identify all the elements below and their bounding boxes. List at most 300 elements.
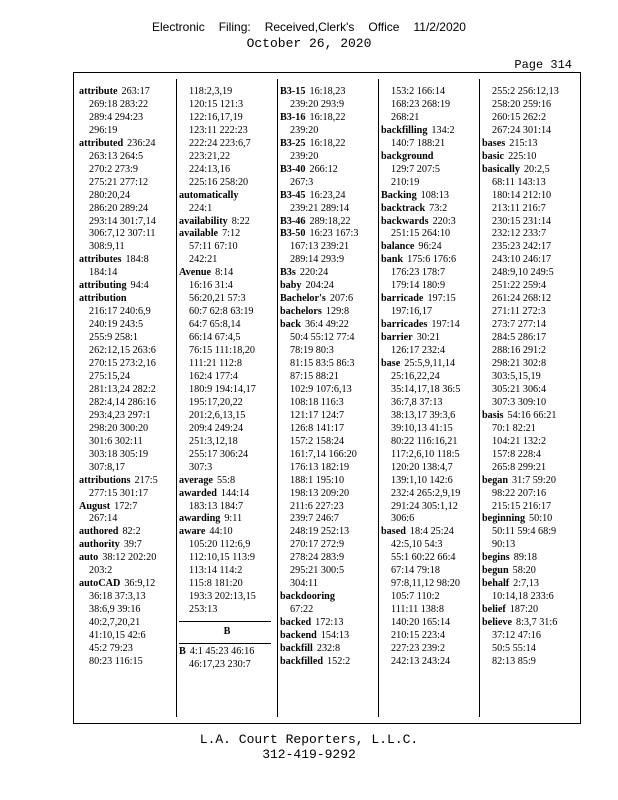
index-continuation: 105:20 112:6,9 bbox=[189, 539, 251, 551]
index-term: balance bbox=[381, 241, 415, 253]
section-rule bbox=[179, 643, 271, 644]
index-continuation: 235:23 242:17 bbox=[492, 241, 552, 253]
index-continuation: 36:7,8 37:13 bbox=[391, 396, 443, 408]
index-continuation: 265:8 299:21 bbox=[492, 461, 547, 473]
index-continuation: 16:16 31:4 bbox=[189, 280, 233, 292]
page-line-ref: 30:21 bbox=[416, 332, 440, 344]
index-continuation: 80:22 116:16,21 bbox=[391, 435, 458, 447]
index-entry bbox=[179, 228, 275, 241]
index-continuation: 277:15 301:17 bbox=[89, 487, 149, 499]
index-continuation: 255:2 256:12,13 bbox=[492, 86, 559, 97]
index-continuation: 255:9 258:1 bbox=[89, 332, 138, 344]
index-continuation: 239:21 289:14 bbox=[290, 202, 350, 214]
index-term: belief bbox=[482, 604, 506, 616]
index-continuation: 121:17 124:7 bbox=[290, 409, 345, 421]
index-term: average bbox=[179, 474, 213, 486]
index-term: B3-25 bbox=[280, 137, 306, 149]
stamp-part: Filing: bbox=[218, 20, 251, 34]
index-entry bbox=[179, 267, 275, 280]
index-continuation: 268:21 bbox=[391, 111, 420, 123]
index-continuation: 25:16,22,24 bbox=[391, 370, 440, 382]
index-continuation: 251:3,12,18 bbox=[189, 435, 238, 447]
index-continuation: 129:7 207:5 bbox=[391, 163, 440, 175]
index-entry bbox=[79, 280, 171, 293]
index-continuation: 278:24 283:9 bbox=[290, 552, 345, 564]
page-line-ref: 36:4 49:22 bbox=[304, 319, 349, 331]
page-line-ref: 36:9,12 bbox=[124, 578, 156, 590]
index-entry bbox=[381, 293, 476, 306]
index-entry bbox=[280, 280, 375, 293]
page-line-ref: 220:3 bbox=[432, 215, 456, 227]
index-term: Backing bbox=[381, 189, 417, 201]
index-entry bbox=[179, 488, 275, 501]
index-entry bbox=[381, 151, 476, 164]
index-term: autoCAD bbox=[79, 578, 121, 590]
index-term: barricade bbox=[381, 293, 424, 305]
column-divider bbox=[176, 79, 177, 717]
page-line-ref: 215:13 bbox=[509, 137, 538, 149]
index-continuation: 122:16,17,19 bbox=[189, 111, 243, 123]
index-entry bbox=[280, 228, 375, 241]
index-term: aware bbox=[179, 526, 206, 538]
index-continuation: 80:23 116:15 bbox=[89, 655, 143, 667]
index-continuation: 255:17 306:24 bbox=[189, 448, 249, 460]
index-continuation: 41:10,15 42:6 bbox=[89, 630, 146, 642]
index-continuation: 123:11 222:23 bbox=[189, 124, 248, 136]
page-line-ref: 289:18,22 bbox=[309, 215, 351, 227]
index-continuation: 113:14 114:2 bbox=[189, 565, 243, 577]
index-entry bbox=[482, 552, 577, 565]
index-continuation: 10:14,18 233:6 bbox=[492, 591, 554, 603]
index-term: bases bbox=[482, 137, 506, 149]
index-continuation: 261:24 268:12 bbox=[492, 293, 552, 305]
index-continuation: 111:11 138:8 bbox=[391, 604, 444, 616]
index-term: backed bbox=[280, 617, 312, 629]
index-entry bbox=[381, 254, 476, 267]
index-term: baby bbox=[280, 280, 302, 292]
index-entry bbox=[79, 293, 171, 306]
index-continuation: 157:8 228:4 bbox=[492, 448, 541, 460]
index-continuation: 117:2,6,10 118:5 bbox=[391, 448, 460, 460]
index-entry bbox=[381, 319, 476, 332]
index-continuation: 243:10 246:17 bbox=[492, 254, 552, 266]
index-continuation: 140:7 188:21 bbox=[391, 137, 446, 149]
index-entry bbox=[280, 138, 375, 151]
page-line-ref: 44:10 bbox=[209, 526, 233, 538]
index-continuation: 263:13 264:5 bbox=[89, 150, 144, 162]
index-entry bbox=[280, 643, 375, 656]
index-continuation: 273:7 277:14 bbox=[492, 319, 547, 331]
index-continuation: 67:22 bbox=[290, 604, 314, 616]
column-divider bbox=[277, 79, 278, 717]
index-term: backfilling bbox=[381, 124, 428, 136]
index-entry bbox=[79, 475, 171, 488]
index-entry bbox=[179, 646, 275, 659]
index-continuation: 184:14 bbox=[89, 267, 118, 279]
index-continuation: 161:7,14 166:20 bbox=[290, 448, 357, 460]
index-term: begins bbox=[482, 552, 510, 564]
index-entry bbox=[482, 604, 577, 617]
index-continuation: 55:1 60:22 66:4 bbox=[391, 552, 456, 564]
index-entry bbox=[280, 656, 375, 669]
index-entry bbox=[381, 332, 476, 345]
index-continuation: 126:8 141:17 bbox=[290, 422, 345, 434]
index-continuation: 162:4 177:4 bbox=[189, 370, 238, 382]
index-entry bbox=[79, 501, 171, 514]
index-continuation: 248:19 252:13 bbox=[290, 526, 350, 538]
page-line-ref: 39:7 bbox=[123, 539, 142, 551]
index-entry bbox=[482, 151, 577, 164]
index-term: behalf bbox=[482, 578, 510, 590]
index-continuation: 211:6 227:23 bbox=[290, 500, 344, 512]
page-line-ref: 82:2 bbox=[122, 526, 141, 538]
column-divider bbox=[378, 79, 379, 717]
page-number: Page 314 bbox=[514, 58, 572, 72]
index-continuation: 242:13 243:24 bbox=[391, 655, 451, 667]
index-continuation: 115:8 181:20 bbox=[189, 578, 243, 590]
index-term: August bbox=[79, 500, 111, 512]
index-term: backdooring bbox=[280, 591, 335, 603]
index-column-5 bbox=[482, 86, 577, 718]
index-entry bbox=[381, 358, 476, 371]
index-continuation: 223:21,22 bbox=[189, 150, 231, 162]
index-continuation: 239:20 bbox=[290, 150, 319, 162]
index-continuation: 239:20 293:9 bbox=[290, 98, 345, 110]
index-continuation: 108:18 116:3 bbox=[290, 396, 344, 408]
index-continuation: 224:13,16 bbox=[189, 163, 231, 175]
index-continuation: 232:4 265:2,9,19 bbox=[391, 487, 461, 499]
index-term: back bbox=[280, 319, 301, 331]
index-term: B3-45 bbox=[280, 189, 306, 201]
index-entry bbox=[79, 539, 171, 552]
page-line-ref: 16:18,23 bbox=[309, 86, 346, 97]
page-line-ref: 175:6 176:6 bbox=[407, 254, 457, 266]
index-entry bbox=[482, 138, 577, 151]
page-line-ref: 55:8 bbox=[216, 474, 236, 486]
index-continuation: 258:20 259:16 bbox=[492, 98, 552, 110]
index-entry bbox=[280, 630, 375, 643]
index-continuation: 275:15,24 bbox=[89, 370, 131, 382]
index-term: beginning bbox=[482, 513, 526, 525]
stamp-part: Office bbox=[368, 20, 400, 34]
index-term: backtrack bbox=[381, 202, 426, 214]
index-entry bbox=[79, 578, 171, 591]
index-continuation: 284:5 286:17 bbox=[492, 332, 547, 344]
page-line-ref: 96:24 bbox=[418, 241, 442, 253]
page-line-ref: 50:10 bbox=[529, 513, 553, 525]
index-continuation: 70:1 82:21 bbox=[492, 422, 536, 434]
index-continuation: 104:21 132:2 bbox=[492, 435, 547, 447]
index-continuation: 87:15 88:21 bbox=[290, 370, 339, 382]
index-continuation: 281:13,24 282:2 bbox=[89, 383, 156, 395]
index-continuation: 293:14 301:7,14 bbox=[89, 215, 156, 227]
index-term: automatically bbox=[179, 189, 239, 201]
index-continuation: 306:7,12 307:11 bbox=[89, 228, 156, 240]
page-line-ref: 20:2,5 bbox=[523, 163, 550, 175]
page-line-ref: 236:24 bbox=[127, 137, 156, 149]
index-term: B3-46 bbox=[280, 215, 306, 227]
index-continuation: 307:3 bbox=[189, 461, 213, 473]
index-term: attributes bbox=[79, 254, 122, 266]
index-continuation: 126:17 232:4 bbox=[391, 345, 446, 357]
index-continuation: 64:7 65:8,14 bbox=[189, 319, 241, 331]
index-term: B3-16 bbox=[280, 111, 306, 123]
index-term: basis bbox=[482, 409, 504, 421]
index-entry bbox=[482, 578, 577, 591]
index-continuation: 112:10,15 113:9 bbox=[189, 552, 256, 564]
index-continuation: 157:2 158:24 bbox=[290, 435, 345, 447]
index-entry bbox=[179, 475, 275, 488]
index-continuation: 179:14 180:9 bbox=[391, 280, 446, 292]
index-continuation: 201:2,6,13,15 bbox=[189, 409, 246, 421]
index-continuation: 216:17 240:6,9 bbox=[89, 306, 151, 318]
index-continuation: 275:21 277:12 bbox=[89, 176, 149, 188]
index-continuation: 50:4 55:12 77:4 bbox=[290, 332, 355, 344]
index-column-2 bbox=[179, 86, 275, 718]
page-line-ref: 225:10 bbox=[508, 150, 537, 162]
index-continuation: 203:2 bbox=[89, 565, 113, 577]
page-line-ref: 31:7 59:20 bbox=[512, 474, 556, 486]
index-continuation: 301:6 302:11 bbox=[89, 435, 143, 447]
page-line-ref: 4:1 45:23 46:16 bbox=[189, 646, 255, 658]
index-entry bbox=[280, 617, 375, 630]
page-line-ref: 154:13 bbox=[320, 630, 350, 642]
index-continuation: 180:14 212:10 bbox=[492, 189, 552, 201]
page-line-ref: 2:7,13 bbox=[513, 578, 539, 590]
index-term: auto bbox=[79, 552, 99, 564]
index-continuation: 38:13,17 39:3,6 bbox=[391, 409, 456, 421]
section-rule bbox=[179, 621, 271, 622]
page-line-ref: 8:14 bbox=[215, 267, 234, 279]
index-entry bbox=[280, 293, 375, 306]
index-term: basic bbox=[482, 150, 505, 162]
index-continuation: 267:3 bbox=[290, 176, 314, 188]
index-continuation: 253:13 bbox=[189, 604, 218, 616]
page-line-ref: 8:3,7 31:6 bbox=[516, 617, 558, 629]
page-line-ref: 207:6 bbox=[329, 293, 354, 305]
index-continuation: 82:13 85:9 bbox=[492, 655, 536, 667]
page-line-ref: 184:8 bbox=[125, 254, 149, 266]
page-line-ref: 232:8 bbox=[316, 642, 341, 654]
index-continuation: 90:13 bbox=[492, 539, 516, 551]
index-continuation: 198:13 209:20 bbox=[290, 487, 350, 499]
index-continuation: 42:5,10 54:3 bbox=[391, 539, 443, 551]
page-line-ref: 94:4 bbox=[130, 280, 149, 292]
index-term: availability bbox=[179, 215, 228, 227]
index-continuation: 40:2,7,20,21 bbox=[89, 617, 141, 629]
index-continuation: 295:21 300:5 bbox=[290, 565, 345, 577]
page-line-ref: 8:22 bbox=[231, 215, 250, 227]
index-continuation: 240:19 243:5 bbox=[89, 319, 144, 331]
index-entry bbox=[482, 617, 577, 630]
index-continuation: 306:6 bbox=[391, 513, 415, 525]
index-term: B3-50 bbox=[280, 228, 306, 240]
index-continuation: 304:11 bbox=[290, 578, 318, 590]
index-continuation: 270:17 272:9 bbox=[290, 539, 345, 551]
index-continuation: 288:16 291:2 bbox=[492, 345, 547, 357]
index-entry bbox=[482, 164, 577, 177]
page-line-ref: 38:12 202:20 bbox=[102, 552, 157, 564]
page-line-ref: 197:15 bbox=[427, 293, 456, 305]
index-entry bbox=[280, 216, 375, 229]
index-continuation: 176:23 178:7 bbox=[391, 267, 446, 279]
page-line-ref: 9:11 bbox=[224, 513, 243, 525]
index-continuation: 167:13 239:21 bbox=[290, 241, 350, 253]
index-term: base bbox=[381, 358, 401, 370]
index-term: authority bbox=[79, 539, 120, 551]
index-continuation: 267:24 301:14 bbox=[492, 124, 552, 136]
index-entry bbox=[280, 319, 375, 332]
index-continuation: 270:15 273:2,16 bbox=[89, 358, 156, 370]
index-entry bbox=[482, 475, 577, 488]
filing-stamp bbox=[0, 20, 618, 34]
index-entry bbox=[280, 112, 375, 125]
index-continuation: 232:12 233:7 bbox=[492, 228, 547, 240]
index-continuation: 307:3 309:10 bbox=[492, 396, 547, 408]
index-entry bbox=[280, 591, 375, 604]
index-continuation: 213:11 216:7 bbox=[492, 202, 546, 214]
index-continuation: 210:15 223:4 bbox=[391, 630, 446, 642]
index-continuation: 280:20,24 bbox=[89, 189, 131, 201]
index-continuation: 242:21 bbox=[189, 254, 218, 266]
index-continuation: 251:22 259:4 bbox=[492, 280, 547, 292]
index-term: attributions bbox=[79, 474, 131, 486]
index-term: B bbox=[179, 646, 186, 658]
index-continuation: 57:11 67:10 bbox=[189, 241, 238, 253]
index-entry bbox=[280, 164, 375, 177]
index-term: began bbox=[482, 474, 509, 486]
index-continuation: 291:24 305:1,12 bbox=[391, 500, 458, 512]
index-continuation: 56:20,21 57:3 bbox=[189, 293, 246, 305]
index-continuation: 267:14 bbox=[89, 513, 118, 525]
index-continuation: 76:15 111:18,20 bbox=[189, 345, 256, 357]
index-term: barrier bbox=[381, 332, 413, 344]
index-continuation: 269:18 283:22 bbox=[89, 98, 149, 110]
index-continuation: 215:15 216:17 bbox=[492, 500, 552, 512]
index-column-4 bbox=[381, 86, 476, 718]
index-continuation: 153:2 166:14 bbox=[391, 86, 446, 97]
index-continuation: 209:4 249:24 bbox=[189, 422, 244, 434]
index-entry bbox=[381, 526, 476, 539]
index-continuation: 50:5 55:14 bbox=[492, 642, 536, 654]
index-term: backwards bbox=[381, 215, 429, 227]
page-line-ref: 172:7 bbox=[114, 500, 138, 512]
index-entry bbox=[381, 125, 476, 138]
index-continuation: 222:24 223:6,7 bbox=[189, 137, 251, 149]
index-term: awarded bbox=[179, 487, 217, 499]
stamp-part: Electronic bbox=[152, 20, 205, 34]
index-term: begun bbox=[482, 565, 509, 577]
index-continuation: 303:5,15,19 bbox=[492, 370, 541, 382]
index-continuation: 105:7 110:2 bbox=[391, 591, 440, 603]
index-term: available bbox=[179, 228, 219, 240]
index-entry bbox=[381, 241, 476, 254]
index-continuation: 298:20 300:20 bbox=[89, 422, 149, 434]
index-continuation: 78:19 80:3 bbox=[290, 345, 334, 357]
index-continuation: 286:20 289:24 bbox=[89, 202, 149, 214]
page-line-ref: 16:18,22 bbox=[309, 111, 346, 123]
page-line-ref: 197:14 bbox=[431, 319, 460, 331]
footer-company: L.A. Court Reporters, L.L.C. bbox=[199, 732, 419, 747]
page-line-ref: 18:4 25:24 bbox=[409, 526, 454, 538]
page-line-ref: 16:23,24 bbox=[309, 189, 346, 201]
index-term: bachelors bbox=[280, 306, 322, 318]
index-continuation: 308:9,11 bbox=[89, 241, 125, 253]
stamp-part: 11/2/2020 bbox=[413, 20, 466, 34]
index-continuation: 303:18 305:19 bbox=[89, 448, 149, 460]
index-continuation: 188:1 195:10 bbox=[290, 474, 345, 486]
index-entry bbox=[79, 526, 171, 539]
index-continuation: 230:15 231:14 bbox=[492, 215, 552, 227]
page-line-ref: 16:23 167:3 bbox=[309, 228, 359, 240]
index-entry bbox=[482, 513, 577, 526]
index-entry bbox=[482, 565, 577, 578]
index-term: believe bbox=[482, 617, 512, 629]
index-continuation: 50:11 59:4 68:9 bbox=[492, 526, 557, 538]
page-line-ref: 7:12 bbox=[222, 228, 241, 240]
index-entry bbox=[381, 203, 476, 216]
index-continuation: 39:10,13 41:15 bbox=[391, 422, 453, 434]
index-continuation: 248:9,10 249:5 bbox=[492, 267, 554, 279]
index-continuation: 271:11 272:3 bbox=[492, 306, 546, 318]
index-entry bbox=[280, 306, 375, 319]
page-line-ref: 144:14 bbox=[220, 487, 250, 499]
index-box bbox=[73, 72, 581, 724]
index-term: authored bbox=[79, 526, 119, 538]
index-continuation: 68:11 143:13 bbox=[492, 176, 546, 188]
index-continuation: 168:23 268:19 bbox=[391, 98, 451, 110]
index-continuation: 305:21 306:4 bbox=[492, 383, 547, 395]
index-continuation: 270:2 273:9 bbox=[89, 163, 138, 175]
page-line-ref: 217:5 bbox=[134, 474, 158, 486]
index-term: backfill bbox=[280, 642, 313, 654]
index-continuation: 239:20 bbox=[290, 124, 319, 136]
index-term: background bbox=[381, 150, 434, 162]
index-continuation: 176:13 182:19 bbox=[290, 461, 350, 473]
index-continuation: 262:12,15 263:6 bbox=[89, 345, 156, 357]
index-continuation: 224:1 bbox=[189, 202, 213, 214]
index-continuation: 193:3 202:13,15 bbox=[189, 591, 256, 603]
index-continuation: 36:18 37:3,13 bbox=[89, 591, 146, 603]
page-line-ref: 25:5,9,11,14 bbox=[404, 358, 456, 370]
index-continuation: 289:4 294:23 bbox=[89, 111, 144, 123]
index-continuation: 35:14,17,18 36:5 bbox=[391, 383, 461, 395]
index-term: backfilled bbox=[280, 655, 324, 667]
index-term: basically bbox=[482, 163, 520, 175]
index-continuation: 195:17,20,22 bbox=[189, 396, 243, 408]
index-continuation: 298:21 302:8 bbox=[492, 358, 547, 370]
index-continuation: 225:16 258:20 bbox=[189, 176, 249, 188]
index-term: attributed bbox=[79, 137, 124, 149]
index-term: B3s bbox=[280, 267, 296, 279]
column-divider bbox=[479, 79, 480, 717]
page-line-ref: 187:20 bbox=[509, 604, 539, 616]
index-column-3 bbox=[280, 86, 375, 718]
index-term: backend bbox=[280, 630, 317, 642]
index-continuation: 60:7 62:8 63:19 bbox=[189, 306, 254, 318]
index-entry bbox=[280, 86, 375, 99]
page-line-ref: 263:17 bbox=[121, 86, 150, 97]
page-line-ref: 152:2 bbox=[327, 655, 351, 667]
index-entry bbox=[280, 190, 375, 203]
index-continuation: 293:4,23 297:1 bbox=[89, 409, 151, 421]
index-entry bbox=[179, 526, 275, 539]
index-term: bank bbox=[381, 254, 404, 266]
index-entry bbox=[482, 410, 577, 423]
index-continuation: 98:22 207:16 bbox=[492, 487, 547, 499]
page-line-ref: 108:13 bbox=[420, 189, 449, 201]
page-line-ref: 89:18 bbox=[513, 552, 537, 564]
